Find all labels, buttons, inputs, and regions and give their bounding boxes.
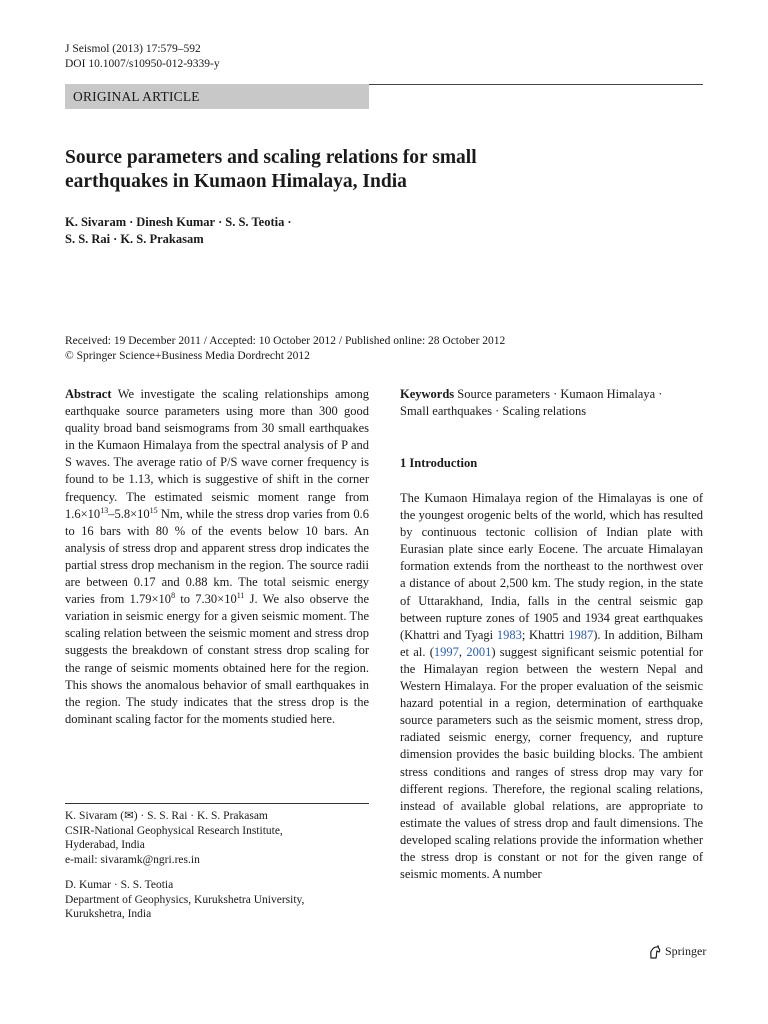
author-name: K. S. Prakasam — [120, 232, 204, 246]
author-name: S. S. Rai — [65, 232, 111, 246]
affiliation-email[interactable]: e-mail: sivaramk@ngri.res.in — [65, 853, 200, 866]
keyword: Source parameters — [457, 387, 550, 401]
affiliation-1 — [65, 809, 283, 867]
publisher-name: Springer — [665, 944, 707, 958]
paper-title — [65, 146, 625, 194]
author-name: K. Sivaram — [65, 215, 127, 229]
title-line-1: Source parameters and scaling relations for small — [65, 147, 477, 168]
header-rule — [369, 84, 703, 85]
citation-link[interactable]: 1997 — [433, 644, 459, 659]
author-line-2: S. S. Rai · K. S. Prakasam — [65, 232, 204, 246]
introduction-text: The Kumaon Himalaya region of the Himalayas is one of the youngest orogenic belts of the world, which has resulted by continuous tectonic collision of Indian plate with Eurasian plate since early Eocene. The arcuate Himalayan formation extends from the northeast to the northwest over a distance of about 2,500 km. The study region, in the state of Uttarakhand, India, falls in the central seismic gap between rupture zones of 1905 and 1934 great earthquakes (Khattri and Tyagi 1983; Khattri 1987). In addition, Bilham et al. (1997, 2001) suggest significant seismic potential for the Himalayan region between the western Nepal and Western Himalaya. For the proper evaluation of the seismic hazard potential in a region, determination of earthquake source parameters such as the seismic moment, stress drop, radiated seismic energy, corner frequency, and rupture dimension provides the basic building blocks. The ambient stress conditions and ranges of stress drop may vary for different regions. Therefore, the regional scaling relations, instead of available global relations, are appropriate to estimate the values of stress drop and fault dimensions. The developed scaling relations provide the information whether the stress drop is constant or not for the given range of seismic moments. A number — [400, 491, 703, 882]
keyword: Kumaon Himalaya — [560, 387, 656, 401]
history-dates: Received: 19 December 2011 / Accepted: 10 October 2012 / Published online: 28 October 2012 — [65, 335, 506, 347]
affiliation-names: K. Sivaram (✉) · S. S. Rai · K. S. Prakasam — [65, 810, 268, 822]
abstract-label: Abstract — [65, 387, 112, 401]
author-list — [65, 214, 295, 248]
affiliation-city: Kurukshetra, India — [65, 908, 152, 920]
springer-horse-icon — [648, 945, 661, 959]
copyright-notice: © Springer Science+Business Media Dordrecht 2012 — [65, 350, 310, 362]
affiliation-names: D. Kumar · S. S. Teotia — [65, 879, 174, 891]
affiliation-institute: CSIR-National Geophysical Research Institute, — [65, 824, 283, 837]
doi: DOI 10.1007/s10950-012-9339-y — [65, 58, 220, 70]
journal-header — [65, 42, 220, 72]
keyword: Scaling relations — [502, 404, 587, 419]
citation-link[interactable]: 1987 — [568, 627, 594, 642]
footnote-divider — [65, 803, 369, 804]
affiliation-department: Department of Geophysics, Kurukshetra University, — [65, 893, 305, 906]
publisher-logo — [648, 944, 706, 959]
author-line-1: K. Sivaram · Dinesh Kumar · S. S. Teotia · — [65, 215, 292, 229]
keywords: Keywords Source parameters · Kumaon Himalaya · Small earthquakes · Scaling relations — [400, 387, 663, 419]
affiliation-city: Hyderabad, India — [65, 839, 145, 851]
author-name: S. S. Teotia — [225, 215, 285, 229]
keywords-label: Keywords — [400, 387, 455, 401]
affiliation-2 — [65, 878, 304, 922]
title-line-2: earthquakes in Kumaon Himalaya, India — [65, 171, 407, 192]
author-name: Dinesh Kumar — [136, 215, 216, 229]
article-type-banner: ORIGINAL ARTICLE — [65, 84, 369, 109]
citation-link[interactable]: 2001 — [466, 644, 492, 659]
abstract: Abstract We investigate the scaling relationships among earthquake source parameters using more than 300 good quality broad band seismograms from 30 small earthquakes in the Kumaon Himalaya from the spectral analysis of P and S waves. The average ratio of P/S wave corner frequency is found to be 1.13, which is suggestive of shift in the corner frequency. The estimated seismic moment range from $1.6\times 10^{13}-5.8\times 10^{15}$ Nm, while the stress drop varies from 0.6 to 16 bars with 80 % of the events below 10 bars. An analysis of stress drop and apparent stress drop indicates the partial stress drop mechanism in the region. The source radii are between 0.17 and 0.88 km. The total seismic energy varies from $1.79\times 10^8$ to $7.30\times 10^{11}$ J. We also observe the variation in seismic energy for a given seismic moment. The scaling relation between the seismic moment and stress drop suggests the breakdown of constant stress drop scaling for the range of seismic moments obtained here for the region. This shows the anomalous behavior of small earthquakes in the region. The study indicates that the stress drop is the dominant scaling factor for the moments studied here. — [65, 387, 370, 726]
journal-citation: J Seismol (2013) 17:579–592 — [65, 43, 201, 55]
section-heading: 1 Introduction — [400, 456, 478, 470]
keyword: Small earthquakes — [400, 404, 492, 419]
publication-history — [65, 334, 505, 364]
citation-link[interactable]: 1983 — [496, 627, 522, 642]
